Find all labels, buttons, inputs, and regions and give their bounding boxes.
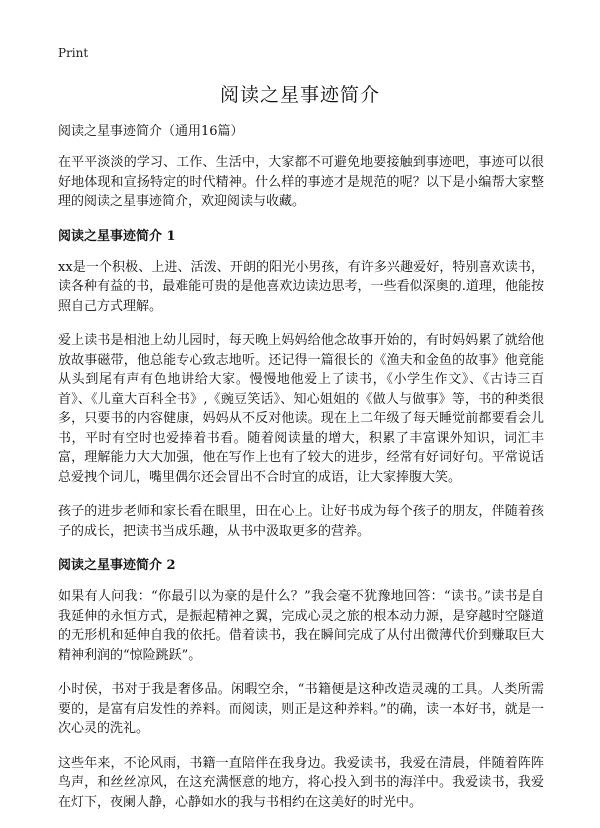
section-2-paragraph-1: 如果有人问我：“你最引以为豪的是什么？”我会毫不犹豫地回答：“读书。”读书是自我延伸的永恒方式，是振起精神之翼，完成心灵之旅的根本动力源，是穿越时空隧道的无形机和延伸自我的依托。借着读书，我在瞬间完成了从付出微薄代价到赚取巨大精神利润的“惊险跳跃”。: [58, 589, 544, 663]
document-subtitle: 阅读之星事迹简介（通用16篇）: [58, 124, 244, 139]
section-1-paragraph-1: xx是一个积极、上进、活泼、开朗的阳光小男孩，有许多兴趣爱好，特别喜欢读书，读各种有益的书，最难能可贵的是他喜欢边读边思考，一些看似深奥的.道理，他能按照自己方式理解。: [58, 259, 544, 314]
section-2-paragraph-2: 小时侯，书对于我是奢侈品。闲暇空余，“书籍便是这种改造灵魂的工具。人类所需要的，是富有启发性的养料。而阅读，则正是这种养料。”的确，读一本好书，就是一次心灵的洗礼。: [58, 682, 544, 736]
section-heading-1: 阅读之星事迹简介 1: [58, 228, 176, 244]
section-heading-2: 阅读之星事迹简介 2: [58, 558, 176, 573]
document-body: [58, 122, 544, 827]
section-2-paragraph-3: 这些年来，不论风雨，书籍一直陪伴在我身边。我爱读书，我爱在清晨，伴随着阵阵鸟声，和丝丝凉风，在这充满惬意的地方，将心投入到书的海洋中。我爱读书，我爱在灯下，夜阑人静，心静如水的我与书相约在这美好的时光中。: [58, 755, 544, 810]
page-title: 阅读之星事迹简介: [219, 84, 380, 106]
section-1-paragraph-3: 孩子的进步老师和家长看在眼里，田在心上。让好书成为每个孩子的朋友，伴随着孩子的成长，把读书当成乐趣，从书中汲取更多的营养。: [58, 504, 544, 539]
intro-paragraph: 在平平淡淡的学习、工作、生活中，大家都不可避免地要接触到事迹吧，事迹可以很好地体现和宣扬特定的时代精神。什么样的事迹才是规范的呢？以下是小编帮大家整理的阅读之星事迹简介，欢迎阅读与收藏。: [58, 155, 544, 209]
section-1-paragraph-2: 爱上读书是相池上幼儿园时，每天晚上妈妈给他念故事开始的，有时妈妈累了就给他放故事磁带，他总能专心致志地听。还记得一篇很长的《渔夫和金鱼的故事》他竟能从头到尾有声有色地讲给大家。慢慢地他爱上了读书，《小学生作文》、《古诗三百首》、《儿童大百科全书》,《豌豆笑话》、知心姐姐的《做人与做事》等，书的种类很多，只要书的内容健康，妈妈从不反对他读。现在上二年级了每天睡觉前都要看会儿书，平时有空时也爱捧着书看。随着阅读量的增大，积累了丰富课外知识，词汇丰富，理解能力大大加强，他在写作上也有了较大的进步，经常有好词好句。平常说话总爱拽个词儿，嘴里偶尔还会冒出不合时宜的成语，让大家捧腹大笑。: [58, 333, 544, 485]
print-link[interactable]: Print: [58, 46, 89, 60]
